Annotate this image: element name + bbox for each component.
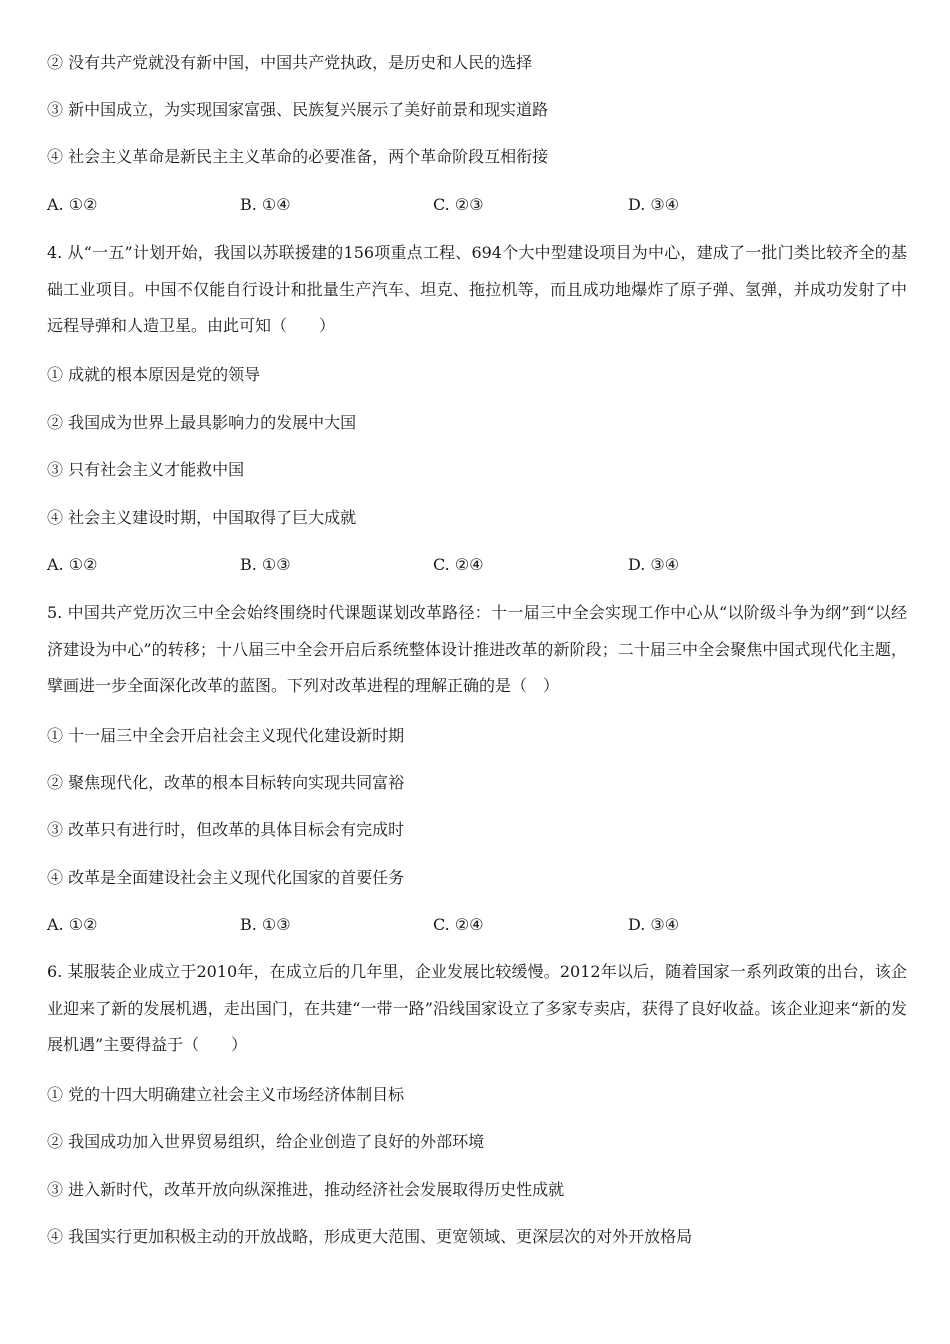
q5-item-3: ③ 改革只有进行时，但改革的具体目标会有完成时 <box>47 820 405 839</box>
q5-option-c[interactable]: C. ②④ <box>433 915 484 934</box>
q5-options <box>47 914 907 936</box>
q3-options <box>47 194 907 216</box>
q4-stem: 4. 从“一五”计划开始，我国以苏联援建的156项重点工程、694个大中型建设项目为中心，建成了一批门类比较齐全的基础工业项目。中国不仅能自行设计和批量生产汽车、坦克、拖拉机等，而且成功地爆炸了原子弹、氢弹，并成功发射了中远程导弹和人造卫星。由此可知（ ） <box>47 243 907 335</box>
q5-item-4: ④ 改革是全面建设社会主义现代化国家的首要任务 <box>47 868 405 887</box>
q3-item-4: ④ 社会主义革命是新民主主义革命的必要准备，两个革命阶段互相衔接 <box>47 147 549 166</box>
q4-item-2: ② 我国成为世界上最具影响力的发展中大国 <box>47 413 357 432</box>
q4-item-4: ④ 社会主义建设时期，中国取得了巨大成就 <box>47 508 357 527</box>
q5-item-1: ① 十一届三中全会开启社会主义现代化建设新时期 <box>47 726 405 745</box>
q4-item-1: ① 成就的根本原因是党的领导 <box>47 365 261 384</box>
q6-item-4: ④ 我国实行更加积极主动的开放战略，形成更大范围、更宽领域、更深层次的对外开放格局 <box>47 1227 693 1246</box>
q3-option-a[interactable]: A. ①② <box>47 195 98 214</box>
q4-option-b[interactable]: B. ①③ <box>240 555 291 574</box>
q3-option-d[interactable]: D. ③④ <box>628 195 680 214</box>
q5-option-b[interactable]: B. ①③ <box>240 915 291 934</box>
q3-option-b[interactable]: B. ①④ <box>240 195 291 214</box>
q6-item-2: ② 我国成功加入世界贸易组织，给企业创造了良好的外部环境 <box>47 1132 485 1151</box>
q4-option-a[interactable]: A. ①② <box>47 555 98 574</box>
q3-item-2: ② 没有共产党就没有新中国，中国共产党执政，是历史和人民的选择 <box>47 53 533 72</box>
q6-item-1: ① 党的十四大明确建立社会主义市场经济体制目标 <box>47 1085 405 1104</box>
q3-item-3: ③ 新中国成立，为实现国家富强、民族复兴展示了美好前景和现实道路 <box>47 100 549 119</box>
q5-option-a[interactable]: A. ①② <box>47 915 98 934</box>
q5-stem: 5. 中国共产党历次三中全会始终围绕时代课题谋划改革路径：十一届三中全会实现工作中心从“以阶级斗争为纲”到“以经济建设为中心”的转移；十八届三中全会开启后系统整体设计推进改革的新阶段；二十届三中全会聚焦中国式现代化主题，擘画进一步全面深化改革的蓝图。下列对改革进程的理解正确的是（ ） <box>47 603 907 695</box>
q3-option-c[interactable]: C. ②③ <box>433 195 484 214</box>
q4-option-d[interactable]: D. ③④ <box>628 555 680 574</box>
q4-item-3: ③ 只有社会主义才能救中国 <box>47 460 245 479</box>
q5-option-d[interactable]: D. ③④ <box>628 915 680 934</box>
q4-option-c[interactable]: C. ②④ <box>433 555 484 574</box>
q5-item-2: ② 聚焦现代化，改革的根本目标转向实现共同富裕 <box>47 773 405 792</box>
q6-item-3: ③ 进入新时代，改革开放向纵深推进，推动经济社会发展取得历史性成就 <box>47 1180 565 1199</box>
q4-options <box>47 554 907 576</box>
q6-stem: 6. 某服装企业成立于2010年，在成立后的几年里，企业发展比较缓慢。2012年以后，随着国家一系列政策的出台，该企业迎来了新的发展机遇，走出国门，在共建“一带一路”沿线国家设立了多家专卖店，获得了良好收益。该企业迎来“新的发展机遇”主要得益于（ ） <box>47 962 907 1054</box>
